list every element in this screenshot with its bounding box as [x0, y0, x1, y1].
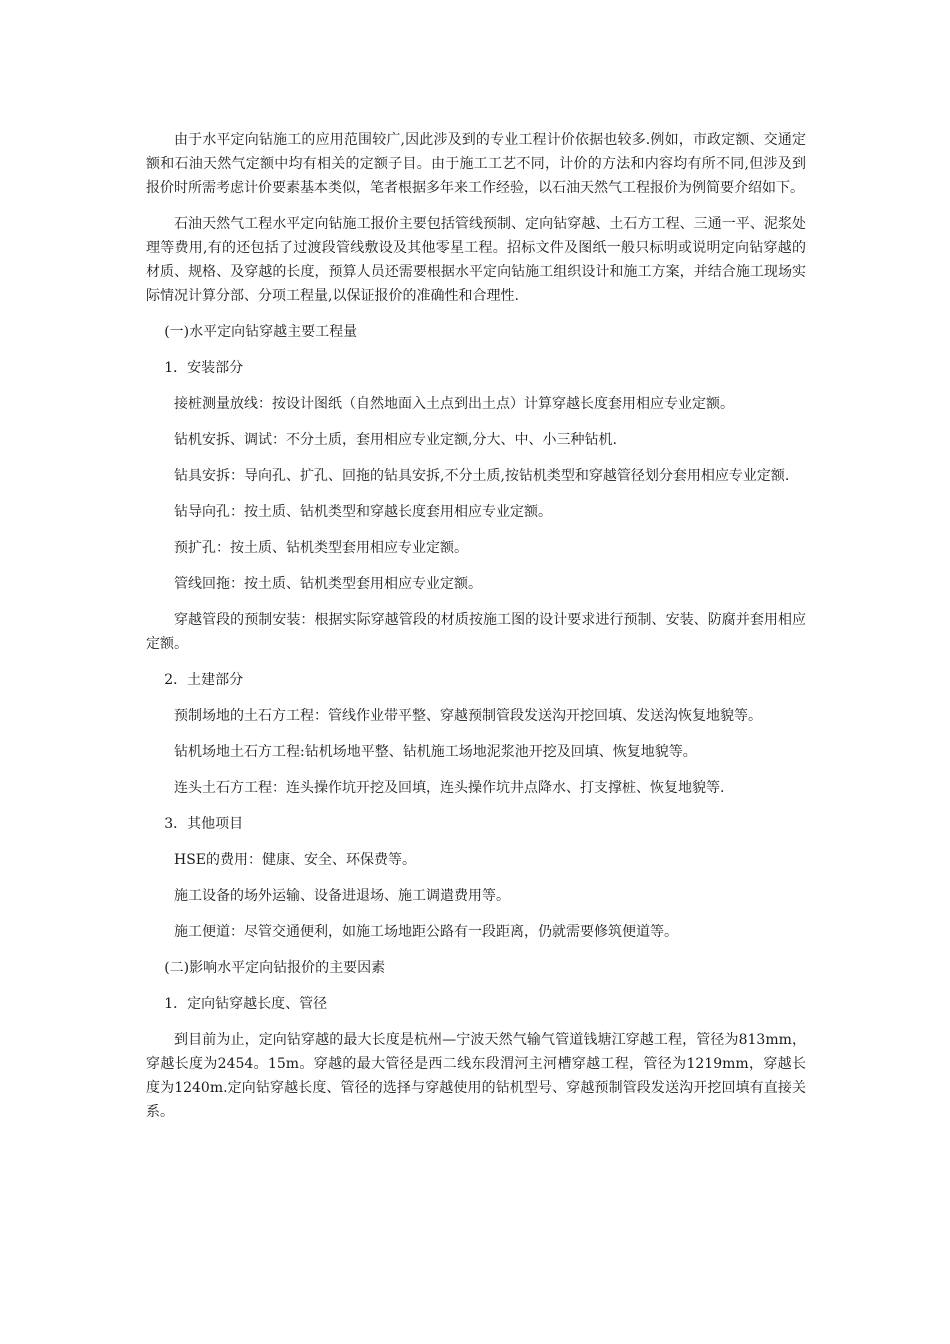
body-paragraph: 预扩孔：按土质、钻机类型套用相应专业定额。: [174, 540, 468, 556]
body-paragraph: 穿越管段的预制安装：根据实际穿越管段的材质按施工图的设计要求进行预制、安装、防腐并套用相应定额。: [146, 612, 806, 652]
body-paragraph: 接桩测量放线：按设计图纸（自然地面入土点到出土点）计算穿越长度套用相应专业定额。: [174, 396, 734, 412]
body-paragraph: 预制场地的土石方工程：管线作业带平整、穿越预制管段发送沟开挖回填、发送沟恢复地貌等。: [174, 708, 762, 724]
body-paragraph: 施工设备的场外运输、设备进退场、施工调遣费用等。: [174, 888, 510, 904]
subsection-heading: 1．安装部分: [164, 360, 244, 376]
body-paragraph: 钻机场地土石方工程:钻机场地平整、钻机施工场地泥浆池开挖及回填、恢复地貌等。: [174, 744, 697, 760]
subsection-heading: 1．定向钻穿越长度、管径: [164, 996, 328, 1012]
subsection-heading: 2．土建部分: [164, 672, 244, 688]
body-paragraph: 施工便道：尽管交通便利，如施工场地距公路有一段距离，仍就需要修筑便道等。: [174, 924, 678, 940]
subsection-heading: 3．其他项目: [164, 816, 244, 832]
body-paragraph: 钻具安拆：导向孔、扩孔、回拖的钻具安拆,不分土质,按钻机类型和穿越管径划分套用相应专业定额.: [174, 468, 790, 484]
document-body: [146, 128, 806, 1136]
body-paragraph: 连头土石方工程：连头操作坑开挖及回填，连头操作坑井点降水、打支撑桩、恢复地貌等.: [174, 780, 725, 796]
section-heading: (一)水平定向钻穿越主要工程量: [164, 324, 358, 340]
body-paragraph: 管线回拖：按土质、钻机类型套用相应专业定额。: [174, 576, 482, 592]
body-paragraph: 钻机安拆、调试：不分土质，套用相应专业定额,分大、中、小三种钻机.: [174, 432, 617, 448]
body-paragraph: 到目前为止，定向钻穿越的最大长度是杭州—宁波天然气输气管道钱塘江穿越工程，管径为813mm，穿越长度为2454。15m。穿越的最大管径是西二线东段渭河主河槽穿越工程，管径为1219mm，穿越长度为1240m.定向钻穿越长度、管径的选择与穿越使用的钻机型号、穿越预制管段发送沟开挖回填有直接关系。: [146, 1032, 806, 1120]
body-paragraph: 由于水平定向钻施工的应用范围较广,因此涉及到的专业工程计价依据也较多.例如，市政定额、交通定额和石油天然气定额中均有相关的定额子目。由于施工工艺不同，计价的方法和内容均有所不同,但涉及到报价时所需考虑计价要素基本类似，笔者根据多年来工作经验，以石油天然气工程报价为例简要介绍如下。: [146, 132, 806, 196]
body-paragraph: 钻导向孔：按土质、钻机类型和穿越长度套用相应专业定额。: [174, 504, 552, 520]
section-heading: (二)影响水平定向钻报价的主要因素: [164, 960, 386, 976]
body-paragraph: HSE的费用：健康、安全、环保费等。: [174, 852, 417, 868]
body-paragraph: 石油天然气工程水平定向钻施工报价主要包括管线预制、定向钻穿越、土石方工程、三通一平、泥浆处理等费用,有的还包括了过渡段管线敷设及其他零星工程。招标文件及图纸一般只标明或说明定向钻穿越的材质、规格、及穿越的长度，预算人员还需要根据水平定向钻施工组织设计和施工方案，并结合施工现场实际情况计算分部、分项工程量,以保证报价的准确性和合理性.: [146, 216, 806, 304]
